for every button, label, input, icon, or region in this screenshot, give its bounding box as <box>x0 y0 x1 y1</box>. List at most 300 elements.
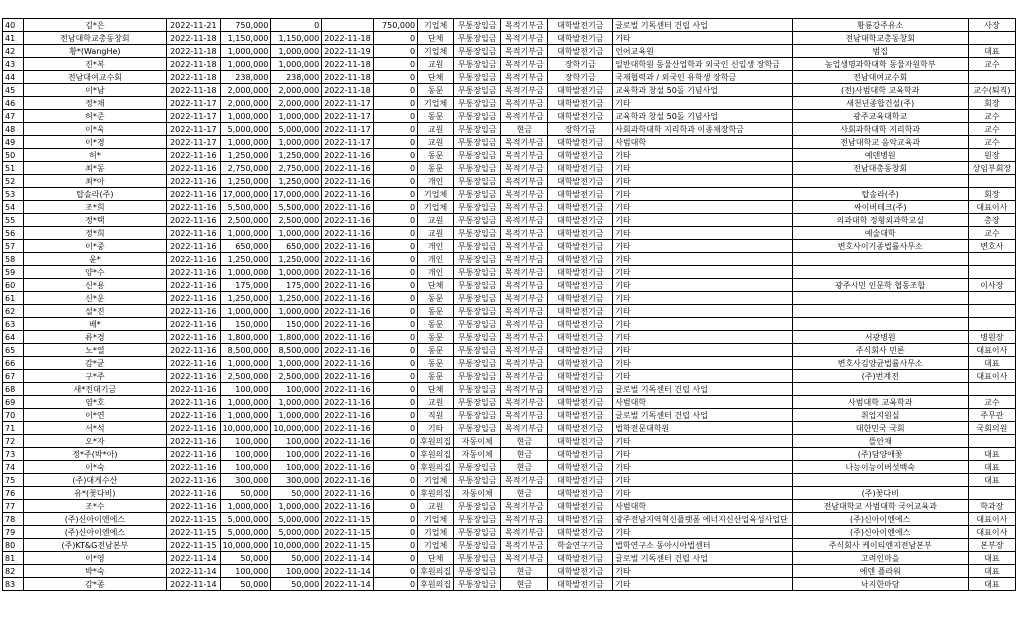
table-cell: 무통장입금 <box>454 383 501 396</box>
table-cell: 기타 <box>613 487 793 500</box>
table-cell: 사범대학 교육학과 <box>792 396 968 409</box>
table-cell: 정*채 <box>23 97 166 110</box>
table-cell: 2022-11-16 <box>167 474 221 487</box>
table-cell: 1,250,000 <box>220 253 271 266</box>
table-cell: 2022-11-18 <box>167 84 221 97</box>
table-cell <box>968 175 1015 188</box>
table-cell: 동문 <box>418 344 454 357</box>
table-cell: 69 <box>3 396 24 409</box>
table-cell: 서*석 <box>23 422 166 435</box>
table-cell: 55 <box>3 214 24 227</box>
table-cell: (주)번계전 <box>792 370 968 383</box>
table-cell: 2022-11-14 <box>167 552 221 565</box>
table-cell: 2022-11-16 <box>322 253 374 266</box>
table-cell: 무통장입금 <box>454 279 501 292</box>
table-cell: 광주전남지역혁신플랫폼 에너지신산업육성사업단 <box>613 513 793 526</box>
table-cell: 회장 <box>968 188 1015 201</box>
table-cell: 81 <box>3 552 24 565</box>
table-cell: 광주시민 인문학 협동조합 <box>792 279 968 292</box>
table-row <box>3 578 1016 591</box>
table-cell: 장학기금 <box>548 71 613 84</box>
table-cell: 0 <box>373 162 417 175</box>
table-cell: 2022-11-17 <box>322 97 374 110</box>
table-cell: 예덴병원 <box>792 149 968 162</box>
table-cell: 1,250,000 <box>271 149 322 162</box>
table-cell: 2022-11-18 <box>322 58 374 71</box>
table-cell: 전남대학교총동창회 <box>792 32 968 45</box>
table-cell: 2022-11-16 <box>322 240 374 253</box>
table-cell: 1,000,000 <box>271 58 322 71</box>
table-cell: 2022-11-16 <box>322 201 374 214</box>
table-cell: 300,000 <box>220 474 271 487</box>
table-cell: 목적기부금 <box>501 188 548 201</box>
table-cell: 염*호 <box>23 396 166 409</box>
table-cell: 2022-11-16 <box>167 240 221 253</box>
table-cell: 이*연 <box>23 409 166 422</box>
table-cell: 2022-11-16 <box>167 292 221 305</box>
table-row <box>3 123 1016 136</box>
table-cell: 목적기부금 <box>501 318 548 331</box>
table-cell <box>968 292 1015 305</box>
table-cell: 교원 <box>418 136 454 149</box>
table-cell: 오*자 <box>23 435 166 448</box>
table-row <box>3 253 1016 266</box>
table-cell: 정*택 <box>23 214 166 227</box>
table-cell: 2022-11-15 <box>167 513 221 526</box>
table-cell: 기업체 <box>418 188 454 201</box>
table-cell: 2022-11-16 <box>322 292 374 305</box>
table-cell: 2022-11-18 <box>322 32 374 45</box>
table-cell: 사장 <box>968 19 1015 32</box>
table-cell: 대학발전기금 <box>548 97 613 110</box>
table-cell: 대학발전기금 <box>548 188 613 201</box>
table-cell: 대학발전기금 <box>548 149 613 162</box>
table-cell: 2022-11-16 <box>167 344 221 357</box>
table-row <box>3 149 1016 162</box>
table-cell: 본부장 <box>968 539 1015 552</box>
table-cell: 100,000 <box>271 383 322 396</box>
table-cell: 1,150,000 <box>220 32 271 45</box>
table-cell: 나능이능이버섯백숙 <box>792 461 968 474</box>
table-cell: 2022-11-15 <box>322 539 374 552</box>
table-cell: 79 <box>3 526 24 539</box>
table-cell: 2022-11-16 <box>167 201 221 214</box>
table-cell: 사회과학대학 지리학과 이종채장학금 <box>613 123 793 136</box>
table-cell: 목적기부금 <box>501 227 548 240</box>
table-cell: 개인 <box>418 253 454 266</box>
table-cell: 기타 <box>613 435 793 448</box>
table-cell: 무통장입금 <box>454 188 501 201</box>
table-cell: 기타 <box>613 357 793 370</box>
table-cell: 개인 <box>418 240 454 253</box>
table-cell: 목적기부금 <box>501 253 548 266</box>
table-row <box>3 188 1016 201</box>
table-cell: 1,000,000 <box>220 305 271 318</box>
table-cell: 무통장입금 <box>454 32 501 45</box>
table-cell: 변호사이기종법률사무소 <box>792 240 968 253</box>
table-cell: 무통장입금 <box>454 84 501 97</box>
table-cell: 단체 <box>418 71 454 84</box>
table-cell: 40 <box>3 19 24 32</box>
table-row <box>3 461 1016 474</box>
table-cell: 후원의집 <box>418 578 454 591</box>
table-cell: 전남대학교 음악교육과 <box>792 136 968 149</box>
table-cell: 현금 <box>501 565 548 578</box>
table-cell: 2022-11-16 <box>167 214 221 227</box>
table-cell: 100,000 <box>220 383 271 396</box>
table-cell: 5,000,000 <box>220 513 271 526</box>
table-cell: 2022-11-16 <box>167 500 221 513</box>
table-row <box>3 370 1016 383</box>
table-cell: 1,000,000 <box>271 266 322 279</box>
table-cell: 목적기부금 <box>501 526 548 539</box>
table-cell: 단체 <box>418 279 454 292</box>
table-cell: 대학발전기금 <box>548 266 613 279</box>
table-cell: 0 <box>373 279 417 292</box>
table-cell: 2022-11-16 <box>322 149 374 162</box>
table-cell: 기업체 <box>418 201 454 214</box>
table-cell: 1,250,000 <box>271 292 322 305</box>
table-cell: 동문 <box>418 149 454 162</box>
table-cell: 5,000,000 <box>220 526 271 539</box>
table-cell: 무통장입금 <box>454 162 501 175</box>
table-cell: 1,000,000 <box>271 136 322 149</box>
table-row <box>3 97 1016 110</box>
table-cell: (주)신아이엔에스 <box>792 513 968 526</box>
table-cell: 목적기부금 <box>501 383 548 396</box>
table-cell: 전남대여교수회 <box>792 71 968 84</box>
table-cell: 주식회사 케이티엔지전남본부 <box>792 539 968 552</box>
table-cell: 교육학과 창설 50돌 기념사업 <box>613 110 793 123</box>
table-cell: 기타 <box>613 565 793 578</box>
table-cell: 목적기부금 <box>501 279 548 292</box>
table-cell: 2022-11-17 <box>322 136 374 149</box>
table-cell: 낙지한마당 <box>792 578 968 591</box>
table-cell: 정*주(박*아) <box>23 448 166 461</box>
table-cell: 조*희 <box>23 201 166 214</box>
table-cell: 0 <box>373 461 417 474</box>
table-row <box>3 448 1016 461</box>
table-cell: 무통장입금 <box>454 123 501 136</box>
table-cell: 8,500,000 <box>220 344 271 357</box>
table-row <box>3 175 1016 188</box>
table-cell: 목적기부금 <box>501 292 548 305</box>
table-cell: 1,250,000 <box>271 253 322 266</box>
table-cell: 2,000,000 <box>220 97 271 110</box>
table-cell: 45 <box>3 84 24 97</box>
table-cell: 목적기부금 <box>501 409 548 422</box>
table-cell: 0 <box>373 552 417 565</box>
table-cell: 1,250,000 <box>220 149 271 162</box>
table-cell: 기타 <box>613 370 793 383</box>
table-cell: 0 <box>373 331 417 344</box>
table-cell: 1,800,000 <box>271 331 322 344</box>
table-cell: 무통장입금 <box>454 565 501 578</box>
table-cell: 0 <box>373 370 417 383</box>
table-cell: 기타 <box>613 175 793 188</box>
table-cell: 기타 <box>613 188 793 201</box>
table-cell: 교수 <box>968 227 1015 240</box>
table-cell: 750,000 <box>220 19 271 32</box>
table-cell: 무통장입금 <box>454 461 501 474</box>
table-cell: 기타 <box>613 253 793 266</box>
table-cell: 목적기부금 <box>501 149 548 162</box>
table-row <box>3 266 1016 279</box>
table-cell: 기타 <box>613 331 793 344</box>
table-cell: 유*(꽃다비) <box>23 487 166 500</box>
table-cell: 10,000,000 <box>271 422 322 435</box>
table-cell <box>792 292 968 305</box>
table-cell: 예술대학 <box>792 227 968 240</box>
table-cell: 병원장 <box>968 331 1015 344</box>
table-cell: 175,000 <box>220 279 271 292</box>
table-cell: 1,000,000 <box>220 110 271 123</box>
table-cell: 무통장입금 <box>454 422 501 435</box>
table-cell: 54 <box>3 201 24 214</box>
table-cell: 2022-11-16 <box>167 370 221 383</box>
table-cell: 1,000,000 <box>271 409 322 422</box>
table-cell: 후원의집 <box>418 448 454 461</box>
table-cell: 기타 <box>613 292 793 305</box>
table-cell: 1,000,000 <box>220 500 271 513</box>
table-cell: 1,000,000 <box>220 409 271 422</box>
table-row <box>3 201 1016 214</box>
table-cell: 2022-11-16 <box>322 344 374 357</box>
table-cell: 2022-11-18 <box>167 32 221 45</box>
table-cell: 238,000 <box>220 71 271 84</box>
table-cell: 무통장입금 <box>454 578 501 591</box>
table-row <box>3 565 1016 578</box>
table-cell: 단체 <box>418 383 454 396</box>
table-cell: 44 <box>3 71 24 84</box>
table-cell: 무통장입금 <box>454 396 501 409</box>
table-cell: 허* <box>23 149 166 162</box>
table-row <box>3 71 1016 84</box>
table-cell: 이*중 <box>23 240 166 253</box>
table-cell: 80 <box>3 539 24 552</box>
table-cell: 2022-11-16 <box>167 409 221 422</box>
table-cell: 목적기부금 <box>501 305 548 318</box>
table-cell: 목적기부금 <box>501 162 548 175</box>
table-cell: 0 <box>373 500 417 513</box>
table-cell: 2022-11-16 <box>167 188 221 201</box>
table-cell: 전남대총동창회 <box>792 162 968 175</box>
table-cell: 대표이사 <box>968 370 1015 383</box>
table-cell: 목적기부금 <box>501 201 548 214</box>
table-cell: 사범대학 <box>613 136 793 149</box>
table-cell: 총장 <box>968 214 1015 227</box>
table-cell: 목적기부금 <box>501 97 548 110</box>
table-cell: 5,000,000 <box>271 513 322 526</box>
table-cell: 대학발전기금 <box>548 500 613 513</box>
table-cell: 교원 <box>418 227 454 240</box>
table-cell: 사회과학대학 지리학과 <box>792 123 968 136</box>
table-cell: 2022-11-17 <box>167 110 221 123</box>
table-cell: 목적기부금 <box>501 370 548 383</box>
table-cell: 기타 <box>613 344 793 357</box>
table-cell: 무통장입금 <box>454 318 501 331</box>
table-cell: 2022-11-17 <box>167 97 221 110</box>
table-cell <box>968 71 1015 84</box>
table-cell: 에덴 플라워 <box>792 565 968 578</box>
table-cell: 2,500,000 <box>220 370 271 383</box>
table-cell: 기타 <box>613 162 793 175</box>
table-cell: 기타 <box>613 32 793 45</box>
table-cell: 동문 <box>418 305 454 318</box>
table-cell: 무통장입금 <box>454 266 501 279</box>
table-cell: 46 <box>3 97 24 110</box>
table-cell: 2022-11-18 <box>167 71 221 84</box>
table-cell: 대학발전기금 <box>548 175 613 188</box>
table-cell: 0 <box>373 344 417 357</box>
table-cell: 목적기부금 <box>501 175 548 188</box>
table-cell: 신*용 <box>23 279 166 292</box>
table-cell: 2022-11-14 <box>322 565 374 578</box>
table-cell: 1,000,000 <box>220 266 271 279</box>
table-cell: 농업생명과학대학 동물자원학부 <box>792 58 968 71</box>
table-cell <box>968 487 1015 500</box>
table-cell: 50 <box>3 149 24 162</box>
table-cell: (주)신아이엔에스 <box>23 526 166 539</box>
table-cell: 2,000,000 <box>271 97 322 110</box>
table-cell: 72 <box>3 435 24 448</box>
table-cell: 언어교육원 <box>613 45 793 58</box>
table-cell: 동문 <box>418 370 454 383</box>
table-cell: 무통장입금 <box>454 526 501 539</box>
table-cell: 탑솔라(주) <box>792 188 968 201</box>
table-cell: 대학발전기금 <box>548 357 613 370</box>
table-cell: 무통장입금 <box>454 474 501 487</box>
table-cell: 1,000,000 <box>220 396 271 409</box>
table-cell: 0 <box>373 136 417 149</box>
table-cell: 대학발전기금 <box>548 383 613 396</box>
table-cell: 대학발전기금 <box>548 565 613 578</box>
table-cell: 0 <box>373 396 417 409</box>
table-cell: 17,000,000 <box>271 188 322 201</box>
table-cell: 무통장입금 <box>454 539 501 552</box>
table-cell: 최*동 <box>23 162 166 175</box>
table-cell: 배* <box>23 318 166 331</box>
table-cell: 2022-11-16 <box>167 318 221 331</box>
table-cell: 이*경 <box>23 136 166 149</box>
table-cell: 2022-11-16 <box>167 266 221 279</box>
table-cell: 750,000 <box>373 19 417 32</box>
table-cell: 2,750,000 <box>271 162 322 175</box>
table-cell: 2,000,000 <box>220 84 271 97</box>
table-cell: 원장 <box>968 149 1015 162</box>
table-cell: 현금 <box>501 435 548 448</box>
table-cell: 노*열 <box>23 344 166 357</box>
table-cell: 83 <box>3 578 24 591</box>
table-cell: 100,000 <box>271 461 322 474</box>
table-cell: 1,000,000 <box>220 136 271 149</box>
table-cell: 개인 <box>418 175 454 188</box>
donation-table <box>2 18 1016 591</box>
table-cell: 기타 <box>613 474 793 487</box>
table-cell: 사범대학 <box>613 396 793 409</box>
table-cell: 학과장 <box>968 500 1015 513</box>
table-cell: 전남대학교 사범대학 국어교육과 <box>792 500 968 513</box>
table-cell: 2022-11-16 <box>322 500 374 513</box>
table-cell: 무통장입금 <box>454 149 501 162</box>
table-cell: 목적기부금 <box>501 500 548 513</box>
table-cell: 650,000 <box>220 240 271 253</box>
table-cell: 58 <box>3 253 24 266</box>
table-cell: 이*숙 <box>23 461 166 474</box>
table-cell: 무통장입금 <box>454 45 501 58</box>
table-cell: 교수 <box>968 123 1015 136</box>
table-cell: 59 <box>3 266 24 279</box>
table-cell: 70 <box>3 409 24 422</box>
table-cell: 61 <box>3 292 24 305</box>
table-cell: 무통장입금 <box>454 513 501 526</box>
table-cell: 50,000 <box>271 552 322 565</box>
table-cell: 대표이사 <box>968 513 1015 526</box>
table-cell: 1,000,000 <box>271 357 322 370</box>
table-cell: 2022-11-15 <box>167 539 221 552</box>
table-cell: 74 <box>3 461 24 474</box>
table-cell: 새*전대기금 <box>23 383 166 396</box>
table-cell: 대학발전기금 <box>548 513 613 526</box>
table-cell: 자동이체 <box>454 448 501 461</box>
table-cell: 1,000,000 <box>220 227 271 240</box>
table-cell: 0 <box>373 578 417 591</box>
table-cell: 1,000,000 <box>271 396 322 409</box>
table-cell: 2022-11-16 <box>322 305 374 318</box>
table-cell: 10,000,000 <box>220 539 271 552</box>
table-cell: 교원 <box>418 396 454 409</box>
table-cell: 42 <box>3 45 24 58</box>
table-cell <box>792 175 968 188</box>
table-cell: 100,000 <box>271 435 322 448</box>
table-cell <box>322 19 374 32</box>
table-row <box>3 409 1016 422</box>
table-cell: 동문 <box>418 292 454 305</box>
table-cell: 교원 <box>418 123 454 136</box>
table-cell: 대학발전기금 <box>548 331 613 344</box>
table-cell: 무통장입금 <box>454 97 501 110</box>
table-cell: 대학발전기금 <box>548 370 613 383</box>
table-cell: 68 <box>3 383 24 396</box>
table-cell: 기타 <box>613 214 793 227</box>
table-cell: 0 <box>373 448 417 461</box>
table-cell: 대학발전기금 <box>548 526 613 539</box>
table-row <box>3 396 1016 409</box>
donation-sheet <box>2 18 1016 591</box>
table-cell: 대학발전기금 <box>548 32 613 45</box>
table-cell: 서광병원 <box>792 331 968 344</box>
table-cell: 대학발전기금 <box>548 318 613 331</box>
table-cell: 50,000 <box>220 487 271 500</box>
table-cell: 목적기부금 <box>501 84 548 97</box>
table-cell: 대학발전기금 <box>548 227 613 240</box>
table-cell: 대표이사 <box>968 201 1015 214</box>
table-cell: 글로벌 기독센터 건립 사업 <box>613 409 793 422</box>
table-row <box>3 526 1016 539</box>
table-cell: 2022-11-16 <box>167 331 221 344</box>
table-cell <box>968 32 1015 45</box>
table-cell: 1,000,000 <box>220 45 271 58</box>
table-cell: 0 <box>271 19 322 32</box>
table-cell: 무통장입금 <box>454 110 501 123</box>
table-cell: 기타 <box>613 448 793 461</box>
table-cell: 100,000 <box>220 461 271 474</box>
table-cell: 무통장입금 <box>454 409 501 422</box>
table-cell: 71 <box>3 422 24 435</box>
table-cell: 0 <box>373 266 417 279</box>
table-cell: 2022-11-16 <box>322 409 374 422</box>
table-cell: 목적기부금 <box>501 344 548 357</box>
